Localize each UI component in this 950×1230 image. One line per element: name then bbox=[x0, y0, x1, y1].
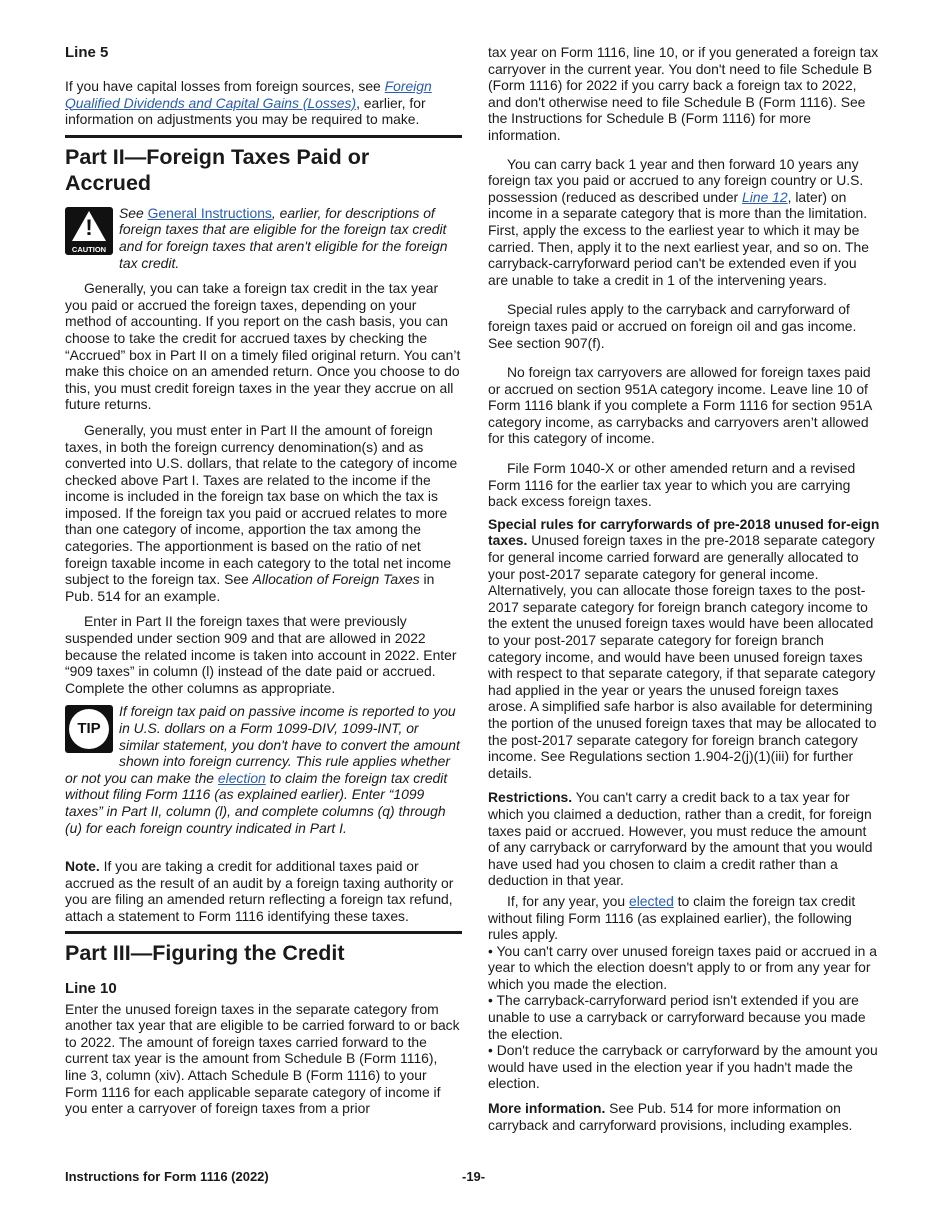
tip-icon: TIP bbox=[65, 705, 113, 753]
line10-heading: Line 10 bbox=[65, 979, 117, 997]
more-information-paragraph: More information. See Pub. 514 for more information on carryback and carryforward provisions, including examples. bbox=[488, 1100, 853, 1133]
line12-link[interactable]: Line 12 bbox=[742, 188, 788, 205]
bullet-item: • Don't reduce the carryback or carryforward by the amount you would have used in the election year if you hadn't made the election. bbox=[488, 1042, 878, 1092]
paragraph: Special rules apply to the carryback and carryforward of foreign taxes paid or accrued on foreign oil and gas income. See section 907(f). bbox=[488, 301, 857, 351]
line10-paragraph: Enter the unused foreign taxes in the separate category from another tax year that are eligible to be carried forward to or back to 2022. The amount of foreign taxes carried forward to the current tax year is the amount from Schedule B (Form 1116), line 3, column (xiv). Attach Schedule B (Form 1116) to your Form 1116 for each applicable separate category of income if you enter a carryover of foreign taxes from a prior bbox=[65, 1000, 460, 1117]
line5-paragraph bbox=[65, 78, 462, 128]
text: to claim the foreign tax credit without filing Form 1116 (as explained earlier). Enter “1099 taxes” in Part II, column (l), and complete columns (q) through (u) for each foreign country indicated in Part I. bbox=[65, 769, 448, 836]
paragraph: Generally, you can take a foreign tax credit in the tax year you paid or accrued the foreign taxes, depending on your method of accounting. If you report on the cash basis, you can choose to take the credit for accrued taxes by checking the “Accrued” box in Part II on a timely filed original return. You can’t make this choice on an amended return. Once you choose to do this, you must credit foreign taxes in the year they accrue on all future returns. bbox=[65, 280, 461, 413]
paragraph: Generally, you must enter in Part II the amount of foreign taxes, in both the foreign currency denomination(s) and as converted into U.S. dollars, that relate to the category of income checked above Part I. Taxes are related to the income if the income is included in the foreign tax base on which the tax is imposed. If the foreign tax you paid or accrued relates to more than one category of income, apportion the tax among the categories. The apportionment is based on the ratio of net foreign taxable income in each category to the total net income subject to the foreign tax. See Allocation of Foreign Taxes in Pub. 514 for an example. bbox=[65, 421, 458, 604]
paragraph: Enter in Part II the foreign taxes that were previously suspended under section 909 and that are allowed in 2022 because the related income is taken into account in 2022. Enter “909 taxes” in column (l) instead of the date paid or accrued. Complete the other columns as appropriate. bbox=[65, 613, 457, 696]
text: , earlier, for information on adjustments you may be required to make. bbox=[65, 94, 426, 128]
section-divider bbox=[65, 135, 462, 138]
caution-icon: ! CAUTION bbox=[65, 207, 113, 255]
elected-link[interactable]: elected bbox=[629, 892, 674, 909]
foreign-qualified-dividends-link[interactable]: Foreign Qualified Dividends and Capital Gains (Losses) bbox=[65, 78, 432, 111]
right-column bbox=[488, 44, 880, 1133]
text: If you have capital losses from foreign sources, see bbox=[65, 78, 385, 94]
restrictions-paragraph: Restrictions. You can't carry a credit back to a tax year for which you claimed a deduction, rather than a credit, for foreign taxes paid or accrued. However, you must reduce the amount of any carryback or carryforward by the amount that you would have used had you chosen to claim a credit rather than a deduction in that year. bbox=[488, 789, 873, 889]
paragraph: File Form 1040-X or other amended return and a revised Form 1116 for the earlier tax year to which you are carrying back excess foreign taxes. bbox=[488, 460, 856, 510]
left-column bbox=[65, 44, 462, 1117]
footer-form-title: Instructions for Form 1116 (2022) bbox=[65, 1169, 269, 1184]
tip-note bbox=[65, 703, 462, 836]
paragraph: No foreign tax carryovers are allowed for foreign taxes paid or accrued on section 951A category income. Leave line 10 of Form 1116 blank if you complete a Form 1116 for section 951A category income, as carrybacks and carryovers aren’t allowed for this category of income. bbox=[488, 364, 872, 447]
bullet-item: • You can't carry over unused foreign taxes paid or accrued in a year to which the election doesn't apply to or from any year for which you made the election. bbox=[488, 942, 877, 992]
page-number: -19- bbox=[462, 1169, 486, 1184]
election-rules bbox=[488, 893, 880, 1092]
part2-heading: Part II—Foreign Taxes Paid or Accrued bbox=[65, 144, 370, 195]
text: , earlier, for descriptions of foreign taxes that are eligible for the foreign tax credit and for foreign taxes that aren't eligible for the foreign tax credit. bbox=[119, 204, 448, 271]
caution-note bbox=[65, 205, 462, 271]
text: If foreign tax paid on passive income is reported to you in U.S. dollars on a Form 1099-DIV, 1099-INT, or similar statement, you don't have to convert the amount shown into foreign currency. This rule applies whether or not you can make the bbox=[65, 703, 460, 786]
note-paragraph: Note. If you are taking a credit for additional taxes paid or accrued as the result of an audit by a foreign taxing authority or you are filing an amended return reflecting a foreign tax refund, attach a statement to Form 1116 identifying these taxes. bbox=[65, 858, 454, 924]
text: See bbox=[119, 204, 148, 221]
part3-heading: Part III—Figuring the Credit bbox=[65, 940, 345, 965]
paragraph: tax year on Form 1116, line 10, or if you generated a foreign tax carryover in the current year. You don't need to file Schedule B (Form 1116) for 2022 if you carry back a foreign tax to 2022, and don't otherwise need to file Schedule B (Form 1116). See the Instructions for Schedule B (Form 1116) for more information. bbox=[488, 44, 879, 143]
paragraph: You can carry back 1 year and then forward 10 years any foreign tax you paid or accrued to any foreign country or U.S. possession (reduced as described under Line 12, later) on income in a separate category that is more than the limitation. First, apply the excess to the earliest year to which it may be carried. Then, apply it to the next earliest year, and so on. The carryback-carryforward period can't be extended even if you are unable to take a credit in 1 of the intervening years. bbox=[488, 155, 869, 288]
bullet-item: • The carryback-carryforward period isn't extended if you are unable to use a carryback or carryforward because you made the election. bbox=[488, 992, 866, 1042]
general-instructions-link[interactable]: General Instructions bbox=[147, 204, 272, 221]
line5-heading: Line 5 bbox=[65, 44, 109, 61]
election-link[interactable]: election bbox=[217, 769, 266, 786]
section-divider bbox=[65, 931, 462, 934]
paragraph: If, for any year, you elected to claim the foreign tax credit without filing Form 1116 (as explained earlier), the following rules apply. bbox=[488, 892, 856, 943]
special-rules-paragraph: Special rules for carryforwards of pre-2018 unused for-eign taxes. Unused foreign taxes in the pre-2018 separate category for general income carried forward are generally allocated to your post-2017 separate category for general income. Alternatively, you can allocate those foreign taxes to the post-2017 separate category for foreign branch category income to the extent the unused foreign taxes would have been allocated to your post-2017 separate category for foreign branch category income, and would have been unused foreign taxes with respect to that separate category, if that separate category had applied in the year or years the unused foreign taxes arose. A simplified safe harbor is also available for determining the portion of the unused foreign taxes that may be allocated to the post-2017 separate category for foreign branch category income. See Regulations section 1.904-2(j)(1)(iii) for further details. bbox=[488, 515, 880, 781]
